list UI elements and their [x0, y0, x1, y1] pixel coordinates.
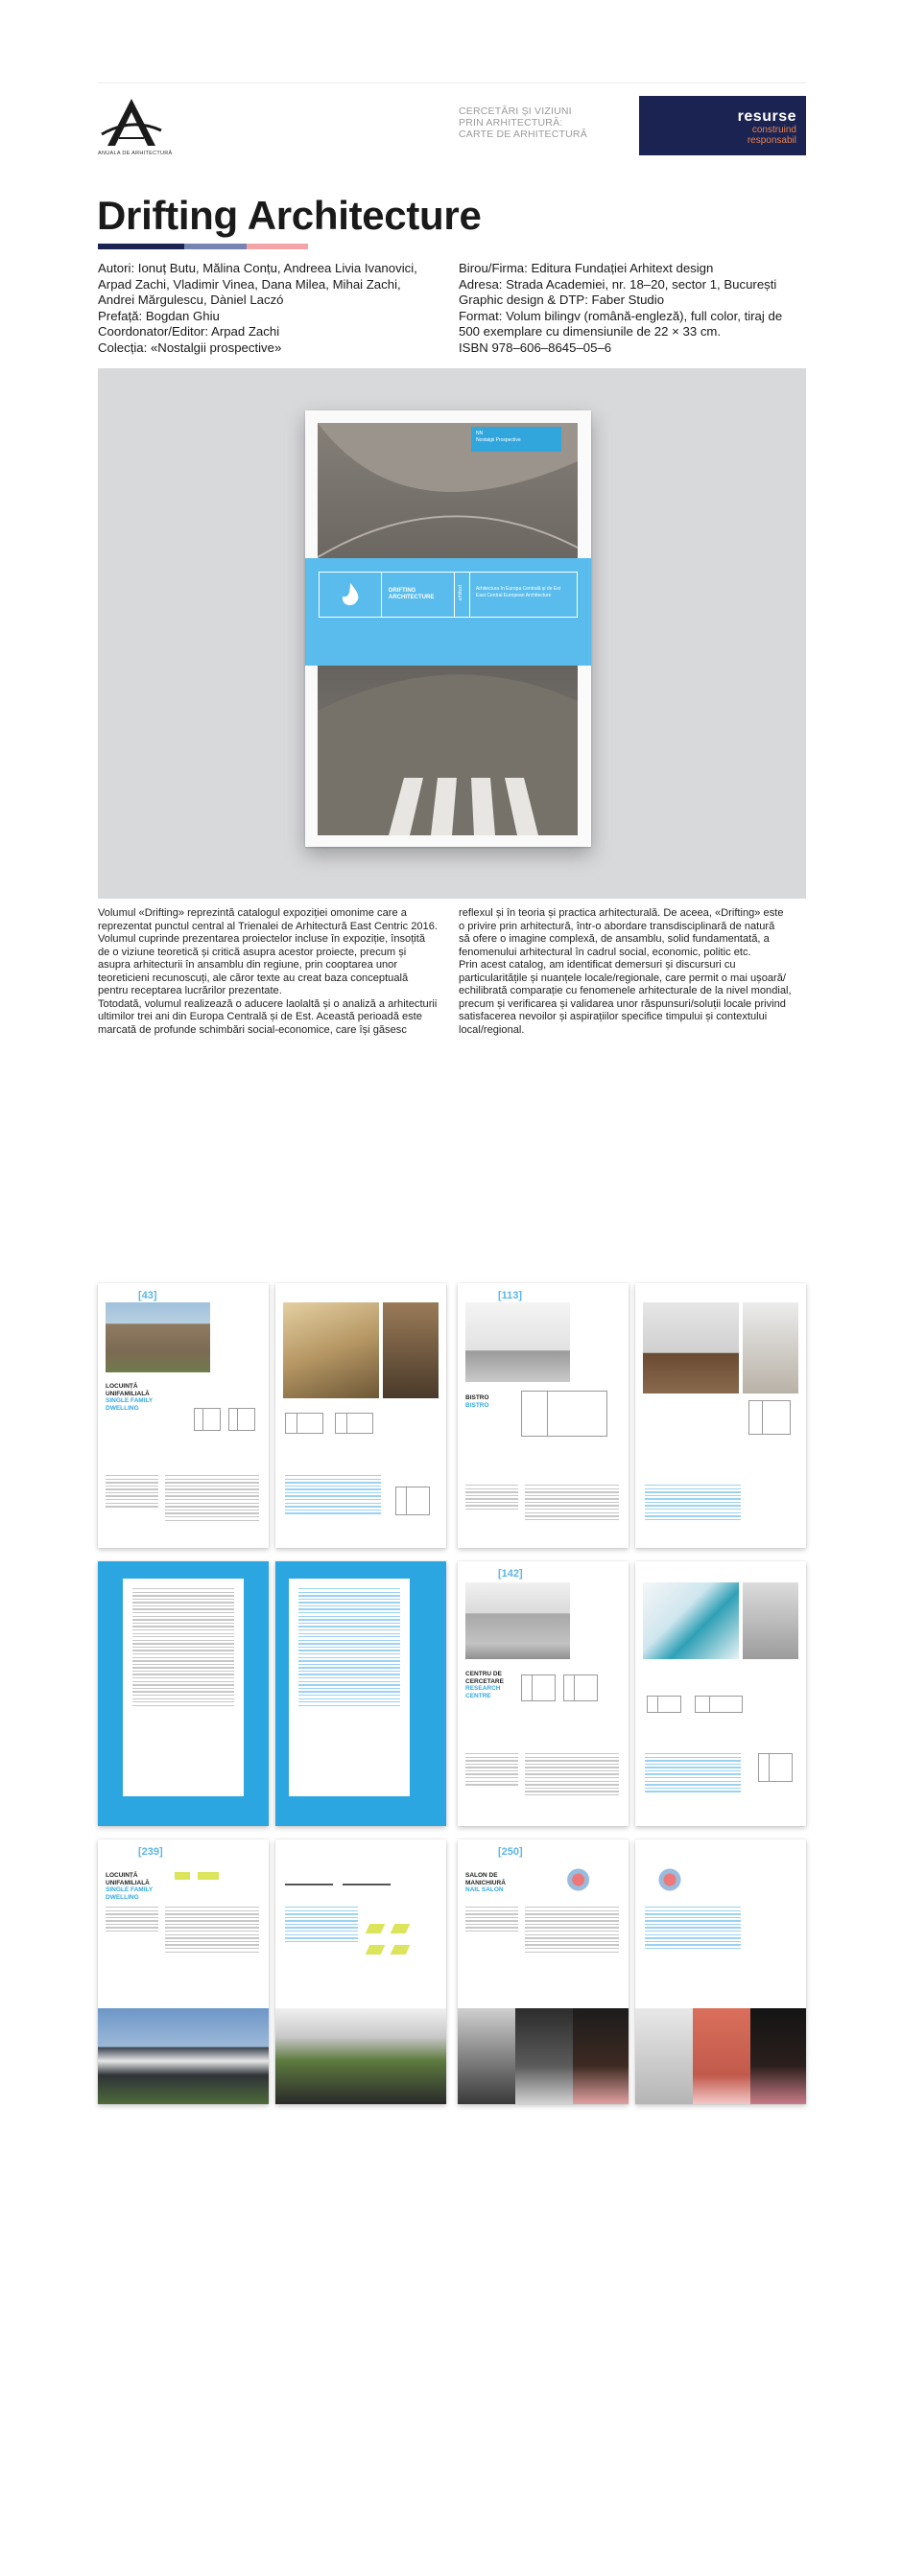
body-text-en: [645, 1753, 741, 1794]
spread-page-left: [458, 1839, 629, 2104]
diagram-block: [366, 1945, 386, 1955]
desc-line: Totodată, volumul realizează o aducere laolaltă și o analiză a arhitecturii: [98, 997, 438, 1010]
diagram-block: [366, 1924, 386, 1933]
belly-title-2: ARCHITECTURE: [389, 595, 435, 600]
cover-flag: [471, 427, 561, 452]
resurse-sub-1: construind: [751, 125, 796, 135]
spread-page-left: [98, 1283, 269, 1548]
tagline: [459, 105, 593, 140]
meta-line: Format: Volum bilingv (română-engleză), full color, tiraj de: [459, 308, 783, 323]
section-drawing: [748, 1400, 791, 1435]
floor-plan: [563, 1674, 598, 1701]
spread-page-left: [98, 1839, 269, 2104]
project-title: [465, 1872, 506, 1894]
description-left: [98, 907, 451, 1037]
title-ro-2: MANICHIURĂ: [465, 1879, 506, 1886]
diagram-block: [391, 1945, 411, 1955]
page-number: [43]: [138, 1290, 157, 1301]
section-drawing: [395, 1487, 430, 1515]
body-text-en: [645, 1907, 741, 1952]
section-drawing: [647, 1696, 681, 1713]
desc-line: fenomenului arhitectural în cadrul social, economic, politic etc.: [459, 946, 751, 958]
section-line: [285, 1884, 333, 1885]
desc-line: de o viziune teoretică și critică asupra acestor proiecte, precum și: [98, 946, 407, 958]
section-drawing: [758, 1753, 793, 1782]
spread-nail-salon: [458, 1839, 806, 2104]
caption-text: [106, 1475, 158, 1510]
title-en-1: SINGLE FAMILY: [106, 1397, 154, 1404]
body-text: [165, 1475, 259, 1523]
title-ro-2: CERCETARE: [465, 1677, 504, 1685]
belly-divider: [454, 573, 455, 617]
meta-line: Autori: Ionuț Butu, Mălina Conțu, Andreea Livia Ivanovici,: [98, 261, 417, 275]
meta-line: ISBN 978–606–8645–05–6: [459, 340, 612, 355]
title-en-1: BISTRO: [465, 1401, 489, 1409]
page-number: [239]: [138, 1846, 163, 1858]
spread-page-left: [458, 1561, 629, 1826]
project-title: [465, 1394, 489, 1409]
body-text-en: [285, 1475, 381, 1516]
essay-text-block: [289, 1579, 410, 1796]
desc-line: reprezentat punctul central al Trienalei de Arhitectură East Centric 2016.: [98, 920, 438, 932]
body-text: [525, 1907, 619, 1955]
desc-line: teoreticieni recunoscuți, ale căror texte au creat baza conceptuală: [98, 972, 409, 984]
body-text: [525, 1753, 619, 1798]
flag-line-2: Nostalgii Prospective: [476, 437, 521, 443]
tagline-line: CARTE DE ARHITECTURĂ: [459, 129, 587, 140]
spread-essay: [98, 1561, 446, 1826]
interior-photo: [383, 1302, 439, 1398]
meta-left: [98, 261, 417, 356]
salon-photo: [515, 2008, 573, 2104]
axonometric-diagram: [561, 1862, 604, 1897]
desc-line: asupra arhitecturii în ansamblu din regiune, prin cooptarea unor: [98, 959, 398, 971]
meta-line: Graphic design & DTP: Faber Studio: [459, 293, 665, 307]
desc-line: Volumul cuprinde prezentarea proiectelor incluse în expoziție, însoțită: [98, 933, 426, 945]
belly-subtitle-2: East Central European Architecture: [476, 593, 552, 598]
desc-line: Prin acest catalog, am identificat demersuri și discursuri cu: [459, 959, 736, 971]
resurse-logo: [639, 96, 806, 155]
spread-page-left: [98, 1561, 269, 1826]
axonometric-diagram: [649, 1862, 691, 1897]
salon-photo: [458, 2008, 515, 2104]
resurse-sub-2: responsabil: [747, 135, 796, 146]
spread-research-centre: [458, 1561, 806, 1826]
belly-divider: [469, 573, 470, 617]
meta-line: Coordonator/Editor: Arpad Zachi: [98, 324, 280, 339]
title-en-2: DWELLING: [106, 1893, 139, 1901]
spread-page-right: [275, 1283, 446, 1548]
interior-photo: [275, 2008, 446, 2104]
desc-line: marcată de profunde schimbări social-economice, care își găsesc: [98, 1023, 407, 1036]
meta-line: Arpad Zachi, Vladimir Vinea, Dana Milea, Mihai Zachi,: [98, 276, 401, 292]
meta-line: Birou/Firma: Editura Fundației Arhitext design: [459, 261, 714, 275]
title-ro-1: BISTRO: [465, 1394, 489, 1401]
desc-line: particularitățile și nuanțele locale/regionale, care permit o mai ușoară/: [459, 972, 787, 984]
title-en-2: DWELLING: [106, 1404, 139, 1412]
desc-line: echilibrată comparație cu fenomenele arhitecturale de la nivel mondial,: [459, 985, 792, 996]
cover-belly-band: [305, 558, 591, 666]
caption-text: [465, 1753, 518, 1788]
house-photo: [98, 2008, 269, 2104]
spread-page-left: [458, 1283, 629, 1548]
meta-line: 500 exemplare cu dimensiunile de 22 × 33 cm.: [459, 324, 722, 339]
body-text-en: [285, 1907, 358, 1944]
title-ro-2: UNIFAMILIALĂ: [106, 1879, 150, 1886]
desc-line: ultimilor trei ani din Europa Centrală și de Est. Această perioadă este: [98, 1011, 422, 1022]
logo-caption: ANUALA DE ARHITECTURĂ: [98, 151, 173, 156]
project-title: [106, 1383, 153, 1412]
top-divider: [98, 82, 806, 83]
title-en-1: SINGLE FAMILY: [106, 1886, 154, 1893]
research-interior-photo: [643, 1582, 739, 1659]
bistro-interior-photo: [643, 1302, 739, 1393]
salon-photo: [573, 2008, 629, 2104]
desc-line: satisfacerea nevoilor și aspirațiilor specifice timpului și contextului: [459, 1011, 768, 1022]
essay-text-en: [298, 1588, 400, 1708]
resurse-brand: resurse: [737, 108, 796, 125]
anuala-logo-mark-icon: [98, 96, 165, 150]
page-number: [250]: [498, 1846, 523, 1858]
page-number: [142]: [498, 1568, 523, 1580]
belly-subtitle-1: Arhitectura în Europa Centrală și de Est: [476, 586, 561, 592]
floor-plan: [521, 1674, 556, 1701]
title-ro-2: UNIFAMILIALĂ: [106, 1390, 150, 1397]
caption-text: [465, 1907, 518, 1934]
title-en-1: RESEARCH: [465, 1685, 501, 1692]
interior-photo: [283, 1302, 379, 1398]
desc-line: să ofere o imagine complexă, de ansamblu, solid fundamentată, a: [459, 933, 770, 945]
diagram-block: [198, 1872, 219, 1880]
salon-photo: [635, 2008, 693, 2104]
spread-bistro: [458, 1283, 806, 1548]
meta-line: Andrei Mărgulescu, Dàniel Laczó: [98, 293, 284, 307]
essay-text-block: [123, 1579, 244, 1796]
caption-text: [106, 1907, 158, 1934]
research-centre-photo: [465, 1582, 570, 1659]
meta-line: Colecția: «Nostalgii prospective»: [98, 340, 282, 355]
body-text: [165, 1907, 259, 1955]
salon-photo: [693, 2008, 750, 2104]
belly-title-1: DRIFTING: [389, 588, 416, 594]
floor-plan: [194, 1408, 221, 1431]
section-line: [343, 1884, 391, 1885]
title-bar-mid: [184, 244, 247, 249]
stone-house-photo: [106, 1302, 210, 1372]
belly-divider: [381, 573, 382, 617]
spread-page-right: [635, 1283, 806, 1548]
desc-line: precum și verificarea și validarea unor răspunsuri/soluții locale privind: [459, 997, 786, 1010]
desc-line: pentru receptarea lucrărilor prezentate.: [98, 985, 282, 996]
desc-line: Volumul «Drifting» reprezintă catalogul expoziției omonime care a: [98, 907, 407, 919]
title-bar-dark: [98, 244, 184, 249]
belly-title: [389, 588, 434, 601]
floor-plan: [228, 1408, 255, 1431]
caption-text: [465, 1485, 518, 1512]
anuala-logo: [98, 96, 173, 159]
flag-line-1: NN: [476, 431, 484, 436]
meta-right: [459, 261, 782, 356]
title-bar-light: [247, 244, 308, 249]
spread-single-family-dwelling-2: [98, 1839, 446, 2104]
drop-logo-icon: [339, 582, 362, 607]
title-en-1: NAIL SALON: [465, 1886, 504, 1893]
project-title: [465, 1671, 504, 1699]
bistro-photo: [465, 1302, 570, 1382]
section-drawing: [335, 1413, 373, 1434]
tagline-line: PRIN ARHITECTURĂ:: [459, 117, 563, 129]
meta-line: Adresa: Strada Academiei, nr. 18–20, sector 1, București: [459, 276, 777, 292]
belly-spine-text: arhitext: [458, 584, 464, 601]
section-drawing: [285, 1413, 323, 1434]
title-ro-1: LOCUINȚĂ: [106, 1383, 138, 1390]
page-title: Drifting Architecture: [97, 193, 482, 238]
essay-text: [132, 1588, 234, 1708]
diagram-block: [391, 1924, 411, 1933]
spread-page-right: [635, 1561, 806, 1826]
tagline-line: CERCETĂRI ȘI VIZIUNI: [459, 105, 572, 117]
title-ro-1: CENTRU DE: [465, 1671, 502, 1677]
section-drawing: [695, 1696, 743, 1713]
meta-line: Prefață: Bogdan Ghiu: [98, 308, 220, 323]
description-right: [459, 907, 812, 1037]
bistro-interior-photo: [743, 1302, 798, 1393]
spread-page-right: [635, 1839, 806, 2104]
spread-single-family-dwelling: [98, 1283, 446, 1548]
belly-subtitle: [476, 586, 560, 599]
floor-plan: [521, 1391, 607, 1437]
body-text-en: [645, 1485, 741, 1522]
project-title: [106, 1872, 153, 1901]
spread-page-right: [275, 1839, 446, 2104]
book-cover: [305, 410, 591, 847]
salon-photo: [750, 2008, 806, 2104]
desc-line: reflexul și în teoria și practica arhitecturală. De aceea, «Drifting» este: [459, 907, 784, 919]
desc-line: o privire prin arhitectură, într-o abordare transdisciplinară de natură: [459, 920, 775, 932]
belly-frame: [319, 572, 578, 618]
title-ro-1: LOCUINȚĂ: [106, 1872, 138, 1879]
title-en-2: CENTRE: [465, 1692, 491, 1699]
page-number: [113]: [498, 1290, 523, 1301]
title-ro-1: SALON DE: [465, 1872, 498, 1879]
desc-line: local/regional.: [459, 1023, 525, 1036]
research-interior-photo: [743, 1582, 798, 1659]
body-text: [525, 1485, 619, 1522]
diagram-block: [175, 1872, 190, 1880]
spread-page-right: [275, 1561, 446, 1826]
